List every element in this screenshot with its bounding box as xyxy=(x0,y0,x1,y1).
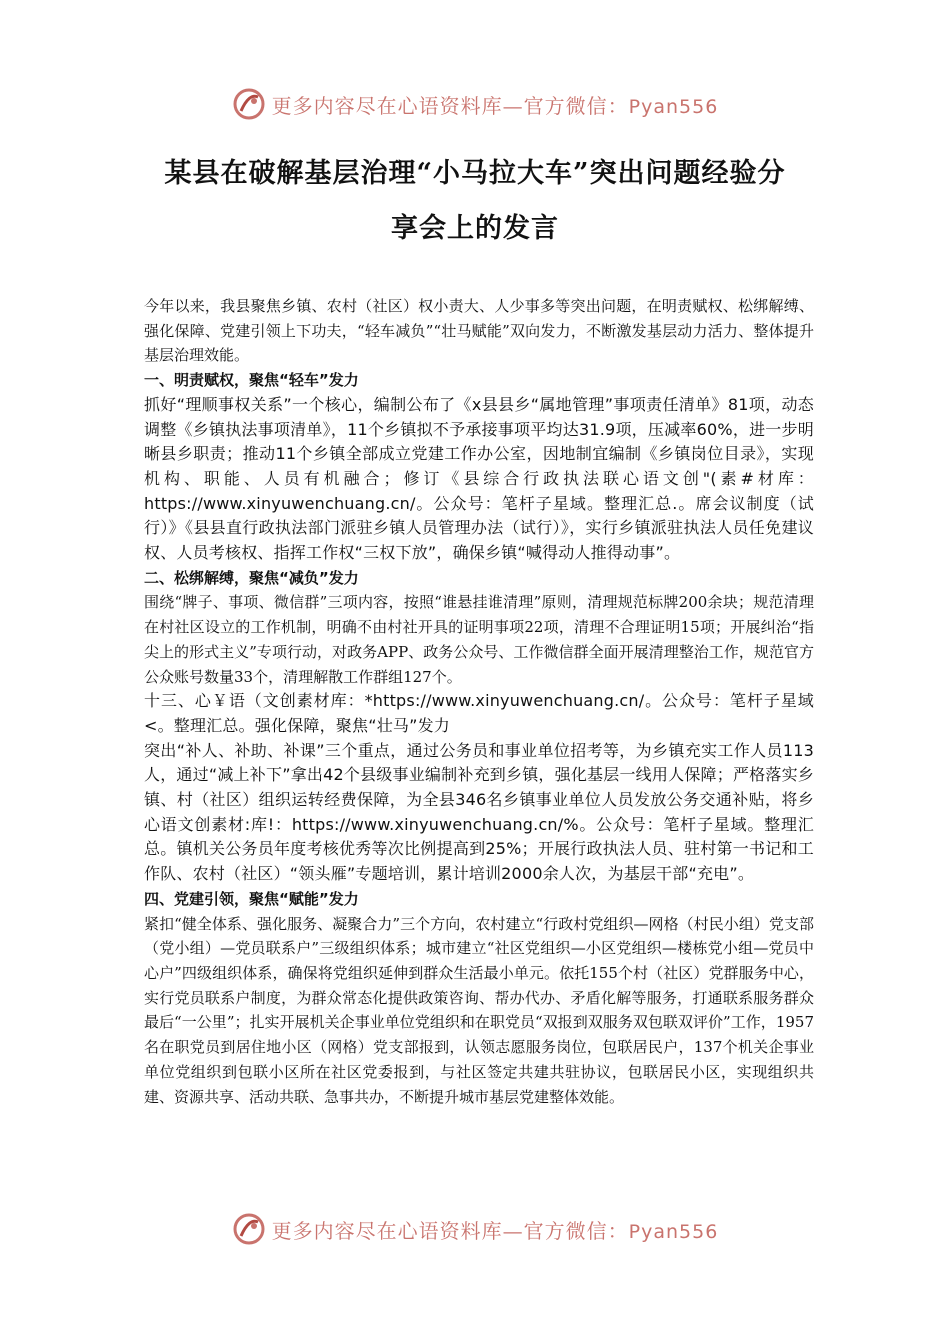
document-body xyxy=(144,294,814,1109)
header-banner xyxy=(0,84,950,124)
section-3-body: 突出“补人、补助、补课”三个重点，通过公务员和事业单位招考等，为乡镇充实工作人员113人，通过“减上补下”拿出42个县级事业编制补充到乡镇，强化基层一线用人保障；严格落实乡镇、村（社区）组织运转经费保障，为全县346名乡镇事业单位人员发放公务交通补贴，将乡心语文创素材:库!：https://www.xinyuwenchuang.cn/%。公众号：笔杆子星域。整理汇总。镇机关公务员年度考核优秀等次比例提高到25%；开展行政执法人员、驻村第一书记和工作队、农村（社区）“领头雁”专题培训，累计培训2000余人次，为基层干部“充电”。 xyxy=(144,740,814,884)
banner-wechat: Pyan556 xyxy=(628,1220,719,1243)
section-1-heading: 一、明责赋权，聚焦“轻车”发力 xyxy=(144,371,359,390)
banner-wechat: Pyan556 xyxy=(628,95,719,118)
document-title xyxy=(100,146,850,256)
brand-logo-icon xyxy=(232,1212,266,1246)
footer-banner xyxy=(0,1209,950,1249)
title-line-1: 某县在破解基层治理“小马拉大车”突出问题经验分 xyxy=(164,158,786,189)
section-2-heading: 二、松绑解缚，聚焦“减负”发力 xyxy=(144,568,359,587)
title-line-2: 享会上的发言 xyxy=(391,213,559,244)
brand-logo-icon xyxy=(232,87,266,121)
section-4-heading: 四、党建引领，聚焦“赋能”发力 xyxy=(144,889,359,908)
section-1-body: 抓好“理顺事权关系”一个核心，编制公布了《x县县乡“属地管理”事项责任清单》81项，动态调整《乡镇执法事项清单》，11个乡镇拟不予承接事项平均达31.9项，压减率60%，进一步明晰县乡职责；推动11个乡镇全部成立党建工作办公室，因地制宜编制《乡镇岗位目录》，实现机构、职能、人员有机融合；修订《县综合行政执法联心语文创"(素#材库：https://www.xinyuwenchuang.cn/。公众号：笔杆子星域。整理汇总.。席会议制度（试行）》《县县直行政执法部门派驻乡镇人员管理办法（试行）》，实行乡镇派驻执法人员任免建议权、人员考核权、指挥工作权“三权下放”，确保乡镇“喊得动人推得动事”。 xyxy=(144,394,814,563)
section-4-body: 紧扣“健全体系、强化服务、凝聚合力”三个方向，农村建立“行政村党组织—网格（村民小组）党支部（党小组）—党员联系户”三级组织体系；城市建立“社区党组织—小区党组织—楼栋党小组—党员中心户”四级组织体系，确保将党组织延伸到群众生活最小单元。依托155个村（社区）党群服务中心，实行党员联系户制度，为群众常态化提供政策咨询、帮办代办、矛盾化解等服务，打通联系服务群众最后“一公里”；扎实开展机关企事业单位党组织和在职党员“双报到双服务双包联双评价”工作，1957名在职党员到居住地小区（网格）党支部报到，认领志愿服务岗位，包联居民户，137个机关企事业单位党组织到包联小区所在社区党委报到，与社区签定共建共驻协议，包联居民小区，实现组织共建、资源共享、活动共联、急事共办，不断提升城市基层党建整体效能。 xyxy=(144,914,814,1106)
section-2-body: 围绕“牌子、事项、微信群”三项内容，按照“谁悬挂谁清理”原则，清理规范标牌200余块；规范清理在村社区设立的工作机制，明确不由村社开具的证明事项22项，清理不合理证明15项；开展纠治“指尖上的形式主义”专项行动，对政务APP、政务公众号、工作微信群全面开展清理整治工作，规范官方公众账号数量33个，清理解散工作群组127个。 xyxy=(144,593,814,686)
banner-text: 更多内容尽在心语资料库—官方微信：Pyan556 xyxy=(271,1218,719,1243)
section-3-heading: 十三、心￥语（文创素材库：*https://www.xinyuwenchuang.cn/。公众号：笔杆子星域<。整理汇总。强化保障，聚焦“壮马”发力 xyxy=(144,691,814,735)
banner-text: 更多内容尽在心语资料库—官方微信：Pyan556 xyxy=(271,93,719,118)
intro-paragraph: 今年以来，我县聚焦乡镇、农村（社区）权小责大、人少事多等突出问题，在明责赋权、松绑解缚、强化保障、党建引领上下功夫，“轻车减负”“壮马赋能”双向发力，不断激发基层动力活力、整体提升基层治理效能。 xyxy=(144,297,814,365)
